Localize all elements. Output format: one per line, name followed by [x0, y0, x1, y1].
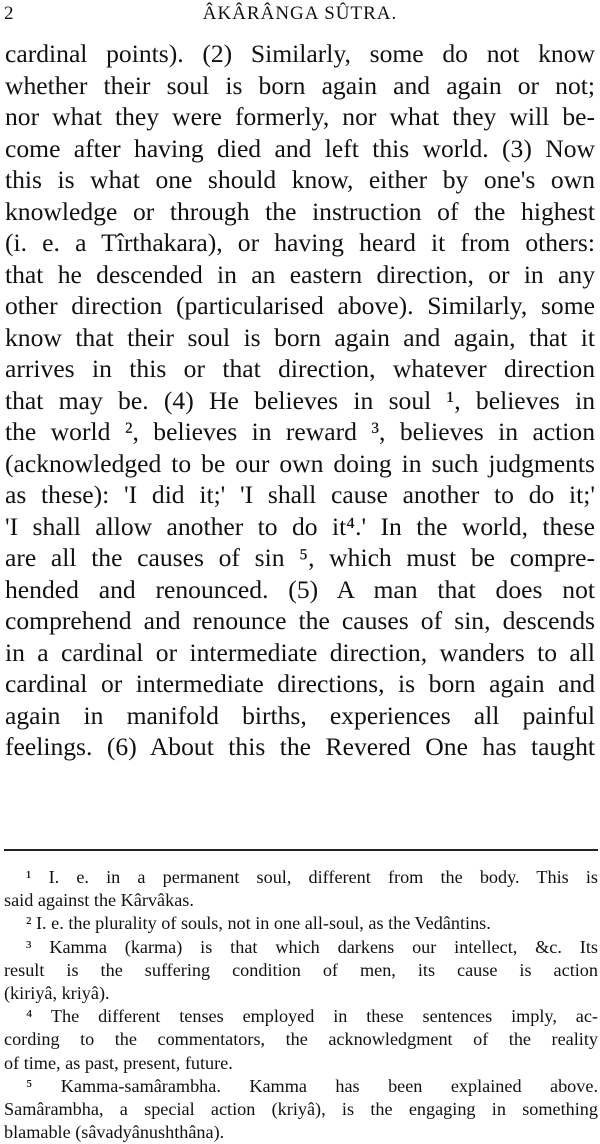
text-line: nor what they were formerly, nor what they will be- — [5, 102, 595, 131]
footnote-line: blamable (sâvadyânushthâna). — [4, 1122, 225, 1143]
text-line: that may be. (4) He believes in soul ¹, believes in — [5, 385, 595, 415]
footnote-line: said against the Kârvâkas. — [4, 890, 194, 911]
text-line: know that their soul is born again and again, that it — [5, 322, 595, 352]
footnote-line: ¹ I. e. in a permanent soul, different from the body. This is — [26, 867, 598, 887]
footnote-line: cording to the commentators, the acknowledgment of the reality — [4, 1029, 598, 1050]
text-line: feelings. (6) About this the Revered One has taught — [5, 732, 595, 761]
text-line: comprehend and renounce the causes of sin, descends — [5, 606, 595, 635]
text-line: whether their soul is born again and again or not; — [5, 70, 595, 100]
footnote-line: ³ Kamma (karma) is that which darkens our intellect, &c. Its — [26, 936, 598, 957]
text-line: the world ², believes in reward ³, believes in action — [5, 417, 595, 446]
footnote-line: ⁴ The different tenses employed in these sentences imply, ac- — [26, 1006, 598, 1027]
text-line: 'I shall allow another to do it⁴.' In the world, these — [5, 511, 595, 541]
text-line: come after having died and left this world. (3) Now — [5, 133, 595, 163]
footnote-line: ⁵ Kamma-samârambha. Kamma has been explained above. — [26, 1075, 598, 1096]
text-line: again in manifold births, experiences all painful — [5, 700, 595, 730]
footnote-line: result is the suffering condition of men, its cause is action — [4, 959, 598, 980]
text-line: are all the causes of sin ⁵, which must be compre- — [5, 543, 595, 572]
running-title: ÂKÂRÂNGA SÛTRA. — [202, 3, 398, 24]
text-line: hended and renounced. (5) A man that does not — [5, 574, 595, 604]
footnote-line: Samârambha, a special action (kriyâ), is the engaging in something — [4, 1098, 598, 1119]
page-header — [0, 3, 600, 33]
text-line: this is what one should know, either by one's own — [5, 165, 595, 194]
text-line: other direction (particularised above). Similarly, some — [5, 291, 595, 320]
text-line: knowledge or through the instruction of the highest — [5, 196, 595, 226]
text-line: that he descended in an eastern direction, or in any — [5, 259, 595, 289]
footnote-line: (kiriyâ, kriyâ). — [4, 982, 110, 1003]
main-text — [5, 38, 595, 763]
text-line: arrives in this or that direction, whatever direction — [5, 354, 595, 383]
text-line: in a cardinal or intermediate direction, wanders to all — [5, 637, 595, 667]
footnote-divider — [4, 849, 598, 851]
text-line: (acknowledged to be our own doing in such judgments — [5, 448, 595, 478]
text-line: cardinal points). (2) Similarly, some do not know — [5, 39, 595, 68]
footnotes — [4, 866, 598, 1144]
page-number: 2 — [4, 3, 14, 24]
text-line: cardinal or intermediate directions, is born again and — [5, 669, 595, 698]
text-line: (i. e. a Tîrthakara), or having heard it from others: — [5, 228, 595, 257]
footnote-line: ² I. e. the plurality of souls, not in one all-soul, as the Vedântins. — [26, 913, 491, 934]
footnote-line: of time, as past, present, future. — [4, 1052, 233, 1073]
text-line: as these): 'I did it;' 'I shall cause another to do it;' — [5, 480, 595, 509]
